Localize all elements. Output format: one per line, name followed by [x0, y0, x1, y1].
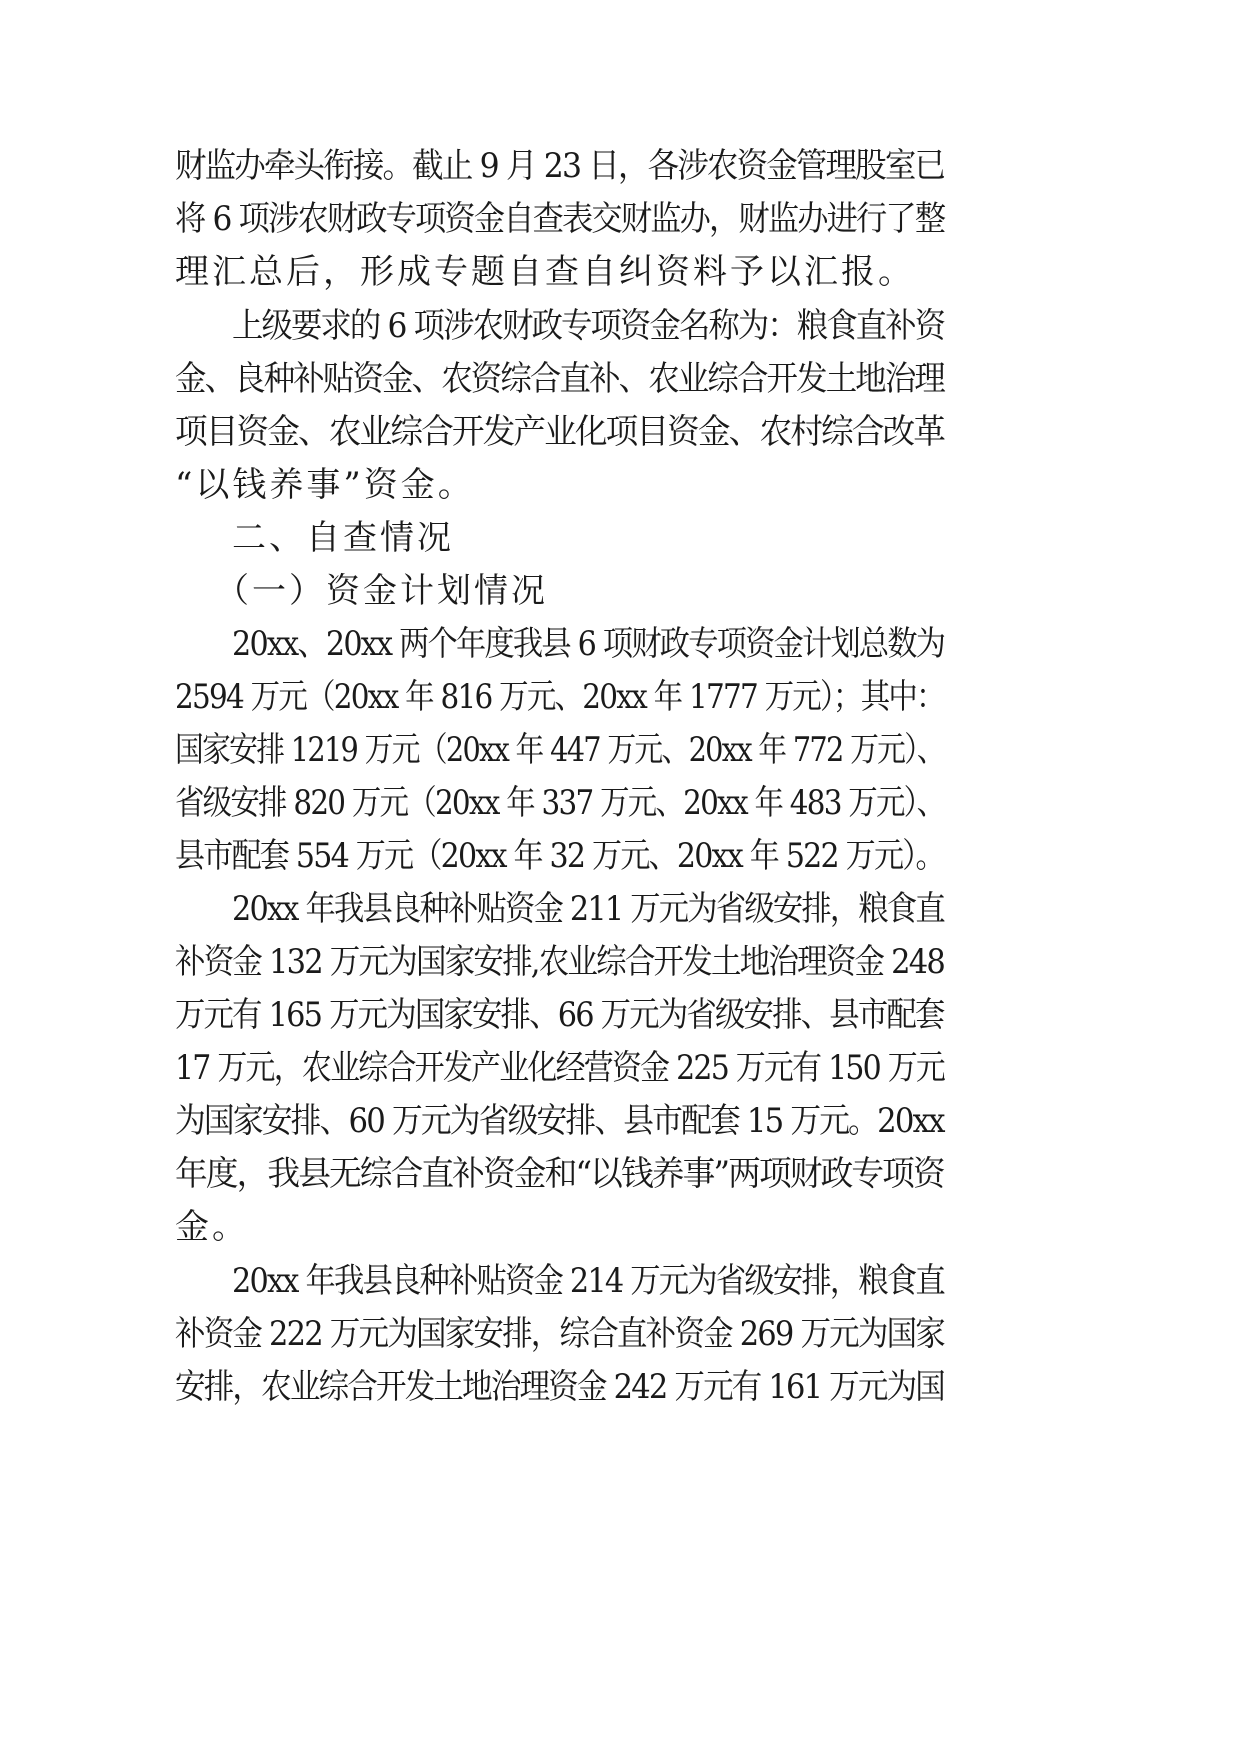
body-text-line: 项目资金、农业综合开发产业化项目资金、农村综合改革: [175, 412, 944, 452]
body-text-line: 金。: [175, 1207, 249, 1247]
section-heading: 二、自查情况: [232, 518, 454, 558]
body-text-line: 17 万元，农业综合开发产业化经营资金 225 万元有 150 万元: [175, 1048, 945, 1088]
body-text-line: 县市配套 554 万元（20xx 年 32 万元、20xx 年 522 万元）。: [175, 836, 944, 876]
body-text-line: 20xx 年我县良种补贴资金 211 万元为省级安排，粮食直: [232, 889, 944, 929]
body-text-line: 年度，我县无综合直补资金和“以钱养事”两项财政专项资: [175, 1154, 944, 1194]
body-text-line: 国家安排 1219 万元（20xx 年 447 万元、20xx 年 772 万元）、: [175, 730, 945, 770]
body-text-line: 为国家安排、60 万元为省级安排、县市配套 15 万元。20xx: [175, 1101, 944, 1141]
body-text-line: 补资金 222 万元为国家安排，综合直补资金 269 万元为国家: [175, 1314, 945, 1354]
body-text-line: 20xx 年我县良种补贴资金 214 万元为省级安排，粮食直: [232, 1261, 944, 1301]
body-text-line: 20xx、20xx 两个年度我县 6 项财政专项资金计划总数为: [232, 624, 945, 664]
body-text-line: 上级要求的 6 项涉农财政专项资金名称为：粮食直补资: [232, 306, 945, 346]
body-text-line: 2594 万元（20xx 年 816 万元、20xx 年 1777 万元）；其中：: [175, 677, 944, 717]
body-text-line: 金、良种补贴资金、农资综合直补、农业综合开发土地治理: [175, 359, 944, 399]
body-text-line: “以钱养事”资金。: [175, 465, 475, 505]
body-text-line: 财监办牵头衔接。截止 9 月 23 日，各涉农资金管理股室已: [175, 146, 945, 186]
body-text-line: 将 6 项涉农财政专项资金自查表交财监办，财监办进行了整: [175, 199, 945, 239]
body-text-line: 安排，农业综合开发土地治理资金 242 万元有 161 万元为国: [175, 1367, 945, 1407]
body-text-line: 理汇总后，形成专题自查自纠资料予以汇报。: [175, 252, 915, 292]
subsection-heading: （一）资金计划情况: [215, 571, 548, 611]
body-text-line: 省级安排 820 万元（20xx 年 337 万元、20xx 年 483 万元）、: [175, 783, 945, 823]
body-text-line: 补资金 132 万元为国家安排,农业综合开发土地治理资金 248: [175, 942, 945, 982]
body-text-line: 万元有 165 万元为国家安排、66 万元为省级安排、县市配套: [175, 995, 944, 1035]
